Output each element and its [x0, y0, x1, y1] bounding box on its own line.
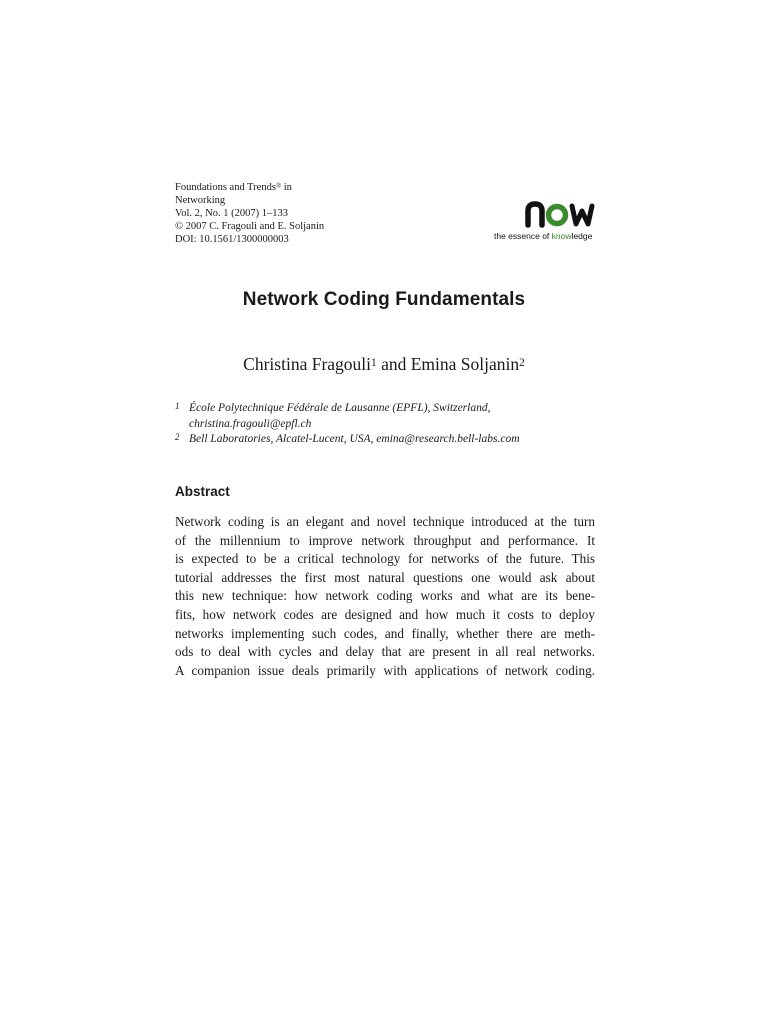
affiliation-email: christina.fragouli@epfl.ch: [189, 417, 312, 430]
author-name: Christina Fragouli: [243, 354, 372, 374]
doi-line: DOI: 10.1561/1300000003: [175, 234, 289, 245]
affiliation-mark: 1: [371, 357, 377, 370]
copyright-line: © 2007 C. Fragouli and E. Soljanin: [175, 221, 325, 232]
abstract-line: tutorial addresses the first most natural questions one would ask about: [175, 569, 595, 585]
abstract-line: Network coding is an elegant and novel technique introduced at the turn: [175, 514, 595, 529]
abstract-text: [175, 513, 595, 680]
affiliation-mark: 2: [519, 357, 525, 370]
journal-series: Networking: [175, 195, 226, 206]
registered-mark: ®: [275, 182, 282, 190]
abstract-line: A companion issue deals primarily with applications of network coding.: [175, 662, 595, 678]
logo-tagline: the essence of knowledge: [494, 231, 593, 241]
affiliations: [175, 401, 520, 448]
affiliation-item: 1 École Polytechnique Fédérale de Lausanne (EPFL), Switzerland,: [175, 401, 491, 414]
abstract-line: this new technique: how network coding works and what are its bene-: [175, 588, 595, 604]
publisher-logo: [490, 197, 600, 245]
abstract-line: of the millennium to improve network throughput and performance. It: [175, 532, 595, 548]
journal-name-line: Foundations and Trends® in: [175, 182, 292, 193]
author-name: Emina Soljanin: [410, 354, 520, 374]
volume-info: Vol. 2, No. 1 (2007) 1–133: [175, 208, 288, 219]
abstract-heading: Abstract: [175, 484, 230, 499]
abstract-line: fits, how network codes are designed and how much it costs to deploy: [175, 606, 595, 622]
affiliation-item: 2 Bell Laboratories, Alcatel-Lucent, USA, emina@research.bell-labs.com: [175, 432, 520, 445]
abstract-line: networks implementing such codes, and finally, whether there are meth-: [175, 625, 595, 641]
abstract-line: ods to deal with cycles and delay that are present in all real networks.: [175, 644, 595, 660]
paper-title: Network Coding Fundamentals: [242, 289, 526, 310]
now-logo-icon: [490, 197, 596, 231]
abstract-line: is expected to be a critical technology for networks of the future. This: [175, 551, 595, 567]
author-line: Christina Fragouli$^1$ and Emina Soljanin$^2$: [243, 354, 525, 374]
journal-metadata: [175, 181, 324, 246]
